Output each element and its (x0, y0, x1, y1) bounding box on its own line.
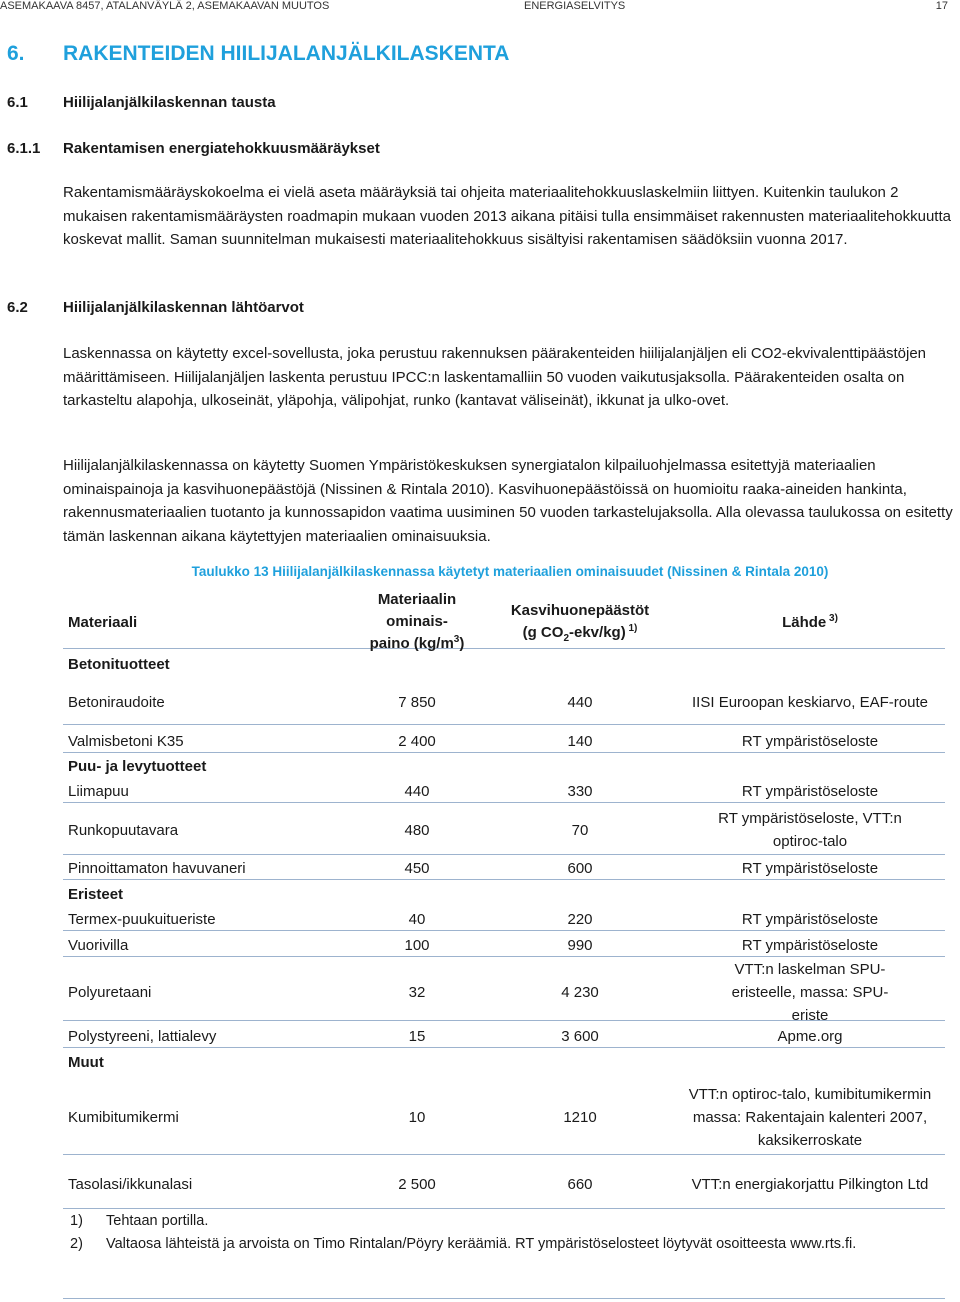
header-material: Materiaali (68, 613, 138, 631)
cell-ghg: 1210 (563, 1108, 597, 1126)
header-source (675, 596, 945, 648)
cell-density: 2 400 (398, 732, 436, 750)
table-row (63, 780, 945, 803)
header-ghg-line2b: -ekv/kg) (569, 624, 626, 641)
cell-density: 2 500 (398, 1175, 436, 1193)
cell-material: Liimapuu (68, 782, 129, 800)
cell-source: IISI Euroopan keskiarvo, EAF-route (692, 693, 928, 711)
cell-ghg: 440 (567, 693, 593, 711)
table-header-row (63, 591, 945, 652)
footnote-text: Tehtaan portilla. (106, 1213, 209, 1229)
cell-ghg: 600 (567, 859, 593, 877)
header-ghg-sub: 2 (563, 633, 569, 644)
chapter-number: 6. (7, 42, 25, 65)
cell-ghg: 70 (571, 821, 589, 839)
section-number: 6.2 (7, 299, 28, 316)
table-row (63, 1080, 945, 1155)
cell-ghg: 3 600 (561, 1027, 599, 1045)
section-heading-6-1 (7, 94, 276, 111)
header-source-label: Lähde (782, 613, 827, 631)
chapter-title: RAKENTEIDEN HIILIJALANJÄLKILASKENTA (63, 42, 510, 65)
table-row (63, 730, 945, 753)
cell-ghg: 220 (567, 910, 593, 928)
bottom-divider (63, 1298, 945, 1299)
cell-material: Betoniraudoite (68, 693, 165, 711)
category-label: Eristeet (68, 885, 124, 903)
paragraph-6-2-b: Hiilijalanjälkilaskennassa on käytetty Suomen Ympäristökeskuksen synergiatalon kilpailuohjelmassa esitettyjä materiaalien ominaispainoja ja kasvihuonepäästöjä (Nissinen & Rintala 2010). Kasvihuonepäästöissä on huomioitu raaka-aineiden hankinta, rakennusmateriaalien tuotanto ja kunnossapidon vaatima uusiminen 50 vuoden tarkastelujaksolla. Alla olevassa taulukossa on esitetty tämän laskennan aikana käytettyjen materiaalien ominaisuuksia. (63, 457, 953, 545)
paragraph-6-2-a: Laskennassa on käytetty excel-sovellusta, joka perustuu rakennuksen päärakenteiden hiilijalanjäljen eli CO2-ekvivalenttipäästöjen määrittämiseen. Hiilijalanjäljen laskenta perustuu IPCC:n laskentamalliin 50 vuoden vaikutusjaksolla. Päärakenteiden osalta on tarkasteltu alapohja, ulkoseinät, yläpohja, välipohjat, runko (kantavat väliseinät), ikkunat ja ulko-ovet. (63, 345, 927, 409)
table-row (63, 680, 945, 725)
section-number: 6.1 (7, 94, 28, 111)
cell-source: RT ympäristöseloste (741, 936, 879, 954)
cell-source: RT ympäristöseloste, VTT:n optiroc-talo (718, 810, 902, 850)
cell-density: 100 (404, 936, 430, 954)
section-heading-6-2 (7, 299, 304, 316)
page-header (0, 0, 960, 14)
footnotes (70, 1210, 950, 1256)
cell-material: Kumibitumikermi (68, 1108, 179, 1126)
cell-source: VTT:n energiakorjattu Pilkington Ltd (691, 1175, 929, 1193)
cell-ghg: 330 (567, 782, 593, 800)
cell-material: Vuorivilla (68, 936, 129, 954)
cell-source: RT ympäristöseloste (741, 732, 879, 750)
table-category-row (63, 652, 945, 676)
footnote (70, 1233, 950, 1256)
cell-ghg: 990 (567, 936, 593, 954)
cell-density: 450 (404, 859, 430, 877)
header-density-sup: 3 (453, 634, 460, 645)
footnote (70, 1210, 950, 1233)
cell-density: 440 (404, 782, 430, 800)
cell-material: Polystyreeni, lattialevy (68, 1027, 217, 1045)
cell-source: RT ympäristöseloste (741, 910, 879, 928)
section-title: Rakentamisen energiatehokkuusmääräykset (63, 140, 380, 157)
category-label: Puu- ja levytuotteet (68, 757, 207, 775)
table-row (63, 1160, 945, 1209)
cell-ghg: 4 230 (561, 983, 599, 1001)
table-category-row (63, 755, 945, 777)
table-row (63, 1025, 945, 1048)
table-row (63, 857, 945, 880)
paragraph-6-1-1: Rakentamismääräyskokoelma ei vielä aseta määräyksiä tai ohjeita materiaalitehokkuuslaskelmiin liittyen. Kuitenkin taulukon 2 mukaisen rakentamismääräysten roadmapin mukaan vuoden 2013 aikana pitäisi tulla ensimmäiset rakennusten materiaalitehokkuutta koskevat mallit. Saman suunnitelman mukaisesti materiaalitehokkuus sisältyisi rakentamisen säädöksiin vuonna 2017. (63, 184, 951, 248)
cell-ghg: 660 (567, 1175, 593, 1193)
header-ghg-sup: 1) (625, 623, 638, 634)
cell-material: Polyuretaani (68, 983, 152, 1001)
cell-density: 7 850 (398, 693, 436, 711)
section-heading-6-1-1 (7, 140, 380, 157)
header-density-line2: paino (kg/m (369, 635, 454, 652)
cell-source: Apme.org (777, 1027, 843, 1045)
cell-density: 10 (408, 1108, 426, 1126)
cell-source: RT ympäristöseloste (741, 859, 879, 877)
header-ghg-line1: Kasvihuonepäästöt (510, 602, 650, 619)
table-caption: Taulukko 13 Hiilijalanjälkilaskennassa käytetyt materiaalien ominaisuudet (Nissinen & Rintala 2010) (191, 564, 829, 579)
table-category-row (63, 1051, 945, 1073)
cell-ghg: 140 (567, 732, 593, 750)
table-category-row (63, 883, 945, 905)
cell-density: 40 (408, 910, 426, 928)
cell-source: VTT:n optiroc-talo, kumibitumikermin massa: Rakentajain kalenteri 2007, kaksikerroskate (688, 1085, 932, 1149)
category-label: Betonituotteet (68, 655, 170, 673)
header-source-sup: 3) (826, 612, 838, 624)
header-density-end: ) (459, 635, 465, 652)
table-row (63, 960, 945, 1024)
cell-material: Termex-puukuitueriste (68, 910, 216, 928)
footnote-number: 2) (70, 1236, 83, 1252)
cell-source: VTT:n laskelman SPU-eristeelle, massa: SPU-eriste (731, 960, 889, 1024)
cell-material: Pinnoittamaton havuvaneri (68, 859, 246, 877)
section-title: Hiilijalanjälkilaskennan lähtöarvot (63, 299, 304, 316)
table-row (63, 934, 945, 957)
section-number: 6.1.1 (7, 140, 41, 157)
cell-density: 32 (408, 983, 426, 1001)
cell-density: 480 (404, 821, 430, 839)
cell-material: Valmisbetoni K35 (68, 732, 184, 750)
cell-material: Runkopuutavara (68, 821, 179, 839)
footnote-number: 1) (70, 1213, 83, 1229)
cell-material: Tasolasi/ikkunalasi (68, 1175, 193, 1193)
category-label: Muut (68, 1053, 104, 1071)
header-ghg-line2a: (g CO (522, 624, 564, 641)
header-document-title: ASEMAKAAVA 8457, ATALANVÄYLÄ 2, ASEMAKAAVAN MUUTOS (0, 0, 330, 12)
page-number: 17 (935, 0, 948, 12)
header-density (351, 591, 483, 652)
section-title: Hiilijalanjälkilaskennan tausta (63, 94, 276, 111)
header-ghg (495, 596, 665, 648)
header-density-line1: Materiaalin ominais- (377, 591, 457, 630)
table-row (63, 908, 945, 931)
cell-density: 15 (408, 1027, 426, 1045)
footnote-text: Valtaosa lähteistä ja arvoista on Timo Rintalan/Pöyry keräämiä. RT ympäristöselosteet löytyvät osoitteesta www.rts.fi. (106, 1236, 857, 1252)
header-report-name: ENERGIASELVITYS (524, 0, 626, 12)
table-row (63, 806, 945, 855)
chapter-heading (7, 42, 509, 66)
cell-source: RT ympäristöseloste (741, 782, 879, 800)
